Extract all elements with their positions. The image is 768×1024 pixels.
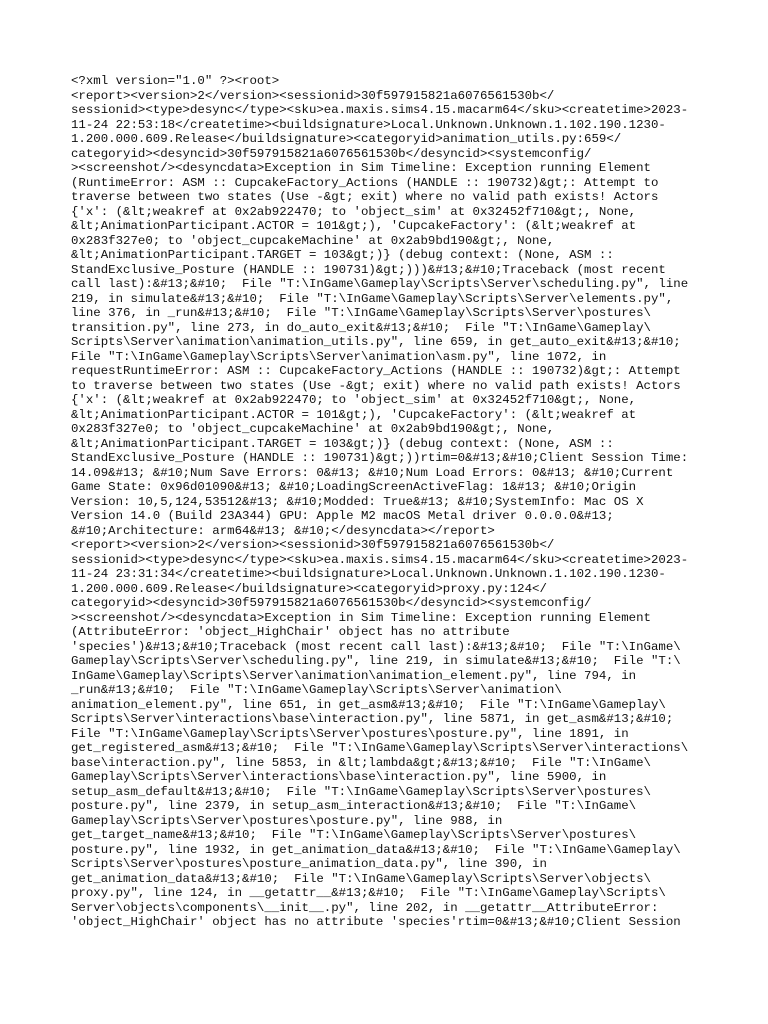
text-line: 0x283f327e0; to 'object_cupcakeMachine' at 0x2ab9bd190&gt;, None, — [71, 422, 555, 436]
text-line: categoryid><desyncid>30f597915821a6076561530b</desyncid><systemconfig/ — [71, 146, 592, 161]
text-line: Scripts\Server\animation\animation_utils.py", line 659, in get_auto_exit&#13;&#10; — [71, 335, 681, 349]
text-line: 'species')&#13;&#10;Traceback (most recent call last):&#13;&#10; File "T:\InGame\ — [71, 639, 681, 654]
text-line: Version 14.0 (Build 23A344) GPU: Apple M2 macOS Metal driver 0.0.0.0&#13; — [71, 509, 614, 523]
text-line: ><screenshot/><desyncdata>Exception in Sim Timeline: Exception running Element — [71, 610, 651, 625]
text-line: _run&#13;&#10; File "T:\InGame\Gameplay\Scripts\Server\animation\ — [71, 683, 562, 697]
text-line: sessionid><type>desync</type><sku>ea.maxis.sims4.15.macarm64</sku><createtime>2023- — [71, 103, 689, 117]
text-line: 219, in simulate&#13;&#10; File "T:\InGame\Gameplay\Scripts\Server\elements.py", — [71, 291, 674, 306]
text-line: Gameplay\Scripts\Server\scheduling.py", line 219, in simulate&#13;&#10; File "T:\ — [71, 654, 681, 668]
text-line: <?xml version="1.0" ?><root> — [71, 74, 280, 88]
text-line: {'x': (&lt;weakref at 0x2ab922470; to 'object_sim' at 0x32452f710&gt;, None, — [71, 393, 637, 407]
text-line: <report><version>2</version><sessionid>30f597915821a6076561530b</ — [71, 88, 555, 103]
text-line: Scripts\Server\postures\posture_animation_data.py", line 390, in — [71, 857, 547, 871]
text-line: (AttributeError: 'object_HighChair' object has no attribute — [71, 625, 510, 639]
log-text-body — [71, 74, 701, 930]
text-line: &#10;Architecture: arm64&#13; &#10;</desyncdata></report> — [71, 523, 495, 538]
text-line: StandExclusive_Posture (HANDLE :: 190731)&gt;))rtim=0&#13;&#10;Client Session Time: — [71, 451, 689, 465]
text-line: proxy.py", line 124, in __getattr__&#13;&#10; File "T:\InGame\Gameplay\Scripts\ — [71, 886, 666, 900]
text-line: 11-24 22:53:18</createtime><buildsignature>Local.Unknown.Unknown.1.102.190.1230- — [71, 117, 666, 132]
text-line: 'object_HighChair' object has no attribute 'species'rtim=0&#13;&#10;Client Session — [71, 915, 681, 929]
text-line: posture.py", line 2379, in setup_asm_interaction&#13;&#10; File "T:\InGame\ — [71, 799, 637, 813]
text-line: File "T:\InGame\Gameplay\Scripts\Server\animation\asm.py", line 1072, in — [71, 349, 607, 364]
text-line: (RuntimeError: ASM :: CupcakeFactory_Actions (HANDLE :: 190732)&gt;: Attempt to — [71, 175, 659, 190]
text-line: setup_asm_default&#13;&#10; File "T:\InGame\Gameplay\Scripts\Server\postures\ — [71, 784, 651, 799]
text-line: File "T:\InGame\Gameplay\Scripts\Server\postures\posture.py", line 1891, in — [71, 726, 629, 741]
text-line: 1.200.000.609.Release</buildsignature><categoryid>proxy.py:124</ — [71, 581, 547, 596]
text-line: posture.py", line 1932, in get_animation_data&#13;&#10; File "T:\InGame\Gameplay\ — [71, 842, 681, 857]
text-line: &lt;AnimationParticipant.TARGET = 103&gt;)} (debug context: (None, ASM :: — [71, 248, 614, 262]
text-line: ><screenshot/><desyncdata>Exception in Sim Timeline: Exception running Element — [71, 161, 651, 175]
text-line: Server\objects\components\__init__.py", line 202, in __getattr__AttributeError: — [71, 900, 659, 915]
text-line: Game State: 0x96d01090&#13; &#10;LoadingScreenActiveFlag: 1&#13; &#10;Origin — [71, 480, 637, 494]
text-line: animation_element.py", line 651, in get_asm&#13;&#10; File "T:\InGame\Gameplay\ — [71, 697, 666, 712]
text-line: &lt;AnimationParticipant.ACTOR = 101&gt;), 'CupcakeFactory': (&lt;weakref at — [71, 407, 637, 422]
text-line: 0x283f327e0; to 'object_cupcakeMachine' at 0x2ab9bd190&gt;, None, — [71, 233, 555, 248]
text-line: Version: 10,5,124,53512&#13; &#10;Modded: True&#13; &#10;SystemInfo: Mac OS X — [71, 494, 644, 509]
text-line: <report><version>2</version><sessionid>30f597915821a6076561530b</ — [71, 538, 555, 552]
text-line: get_animation_data&#13;&#10; File "T:\InGame\Gameplay\Scripts\Server\objects\ — [71, 871, 651, 886]
text-line: &lt;AnimationParticipant.TARGET = 103&gt;)} (debug context: (None, ASM :: — [71, 436, 614, 451]
text-line: {'x': (&lt;weakref at 0x2ab922470; to 'object_sim' at 0x32452f710&gt;, None, — [71, 204, 637, 219]
text-line: to traverse between two states (Use -&gt; exit) where no valid path exists! Actors — [71, 378, 681, 393]
text-line: 1.200.000.609.Release</buildsignature><categoryid>animation_utils.py:659</ — [71, 132, 622, 146]
text-line: call last):&#13;&#10; File "T:\InGame\Gameplay\Scripts\Server\scheduling.py", line — [71, 277, 689, 291]
text-line: line 376, in _run&#13;&#10; File "T:\InGame\Gameplay\Scripts\Server\postures\ — [71, 306, 651, 320]
text-line: transition.py", line 273, in do_auto_exit&#13;&#10; File "T:\InGame\Gameplay\ — [71, 320, 651, 335]
text-line: StandExclusive_Posture (HANDLE :: 190731)&gt;)))&#13;&#10;Traceback (most recent — [71, 262, 666, 277]
text-line: InGame\Gameplay\Scripts\Server\animation\animation_element.py", line 794, in — [71, 668, 637, 683]
text-line: Scripts\Server\interactions\base\interaction.py", line 5871, in get_asm&#13;&#10; — [71, 712, 674, 726]
text-line: sessionid><type>desync</type><sku>ea.maxis.sims4.15.macarm64</sku><createtime>2023- — [71, 552, 689, 567]
text-line: Gameplay\Scripts\Server\postures\posture.py", line 988, in — [71, 813, 503, 828]
text-line: traverse between two states (Use -&gt; exit) where no valid path exists! Actors — [71, 190, 659, 204]
text-line: get_target_name&#13;&#10; File "T:\InGame\Gameplay\Scripts\Server\postures\ — [71, 828, 637, 842]
text-line: requestRuntimeError: ASM :: CupcakeFactory_Actions (HANDLE :: 190732)&gt;: Attempt — [71, 364, 681, 378]
text-line: base\interaction.py", line 5853, in &lt;lambda&gt;&#13;&#10; File "T:\InGame\ — [71, 755, 651, 770]
text-line: &lt;AnimationParticipant.ACTOR = 101&gt;), 'CupcakeFactory': (&lt;weakref at — [71, 219, 637, 233]
text-line: get_registered_asm&#13;&#10; File "T:\InGame\Gameplay\Scripts\Server\interactions\ — [71, 741, 689, 755]
text-line: 11-24 23:31:34</createtime><buildsignature>Local.Unknown.Unknown.1.102.190.1230- — [71, 567, 666, 581]
text-line: categoryid><desyncid>30f597915821a6076561530b</desyncid><systemconfig/ — [71, 596, 592, 610]
text-line: 14.09&#13; &#10;Num Save Errors: 0&#13; &#10;Num Load Errors: 0&#13; &#10;Current — [71, 465, 674, 480]
text-line: Gameplay\Scripts\Server\interactions\base\interaction.py", line 5900, in — [71, 770, 607, 784]
